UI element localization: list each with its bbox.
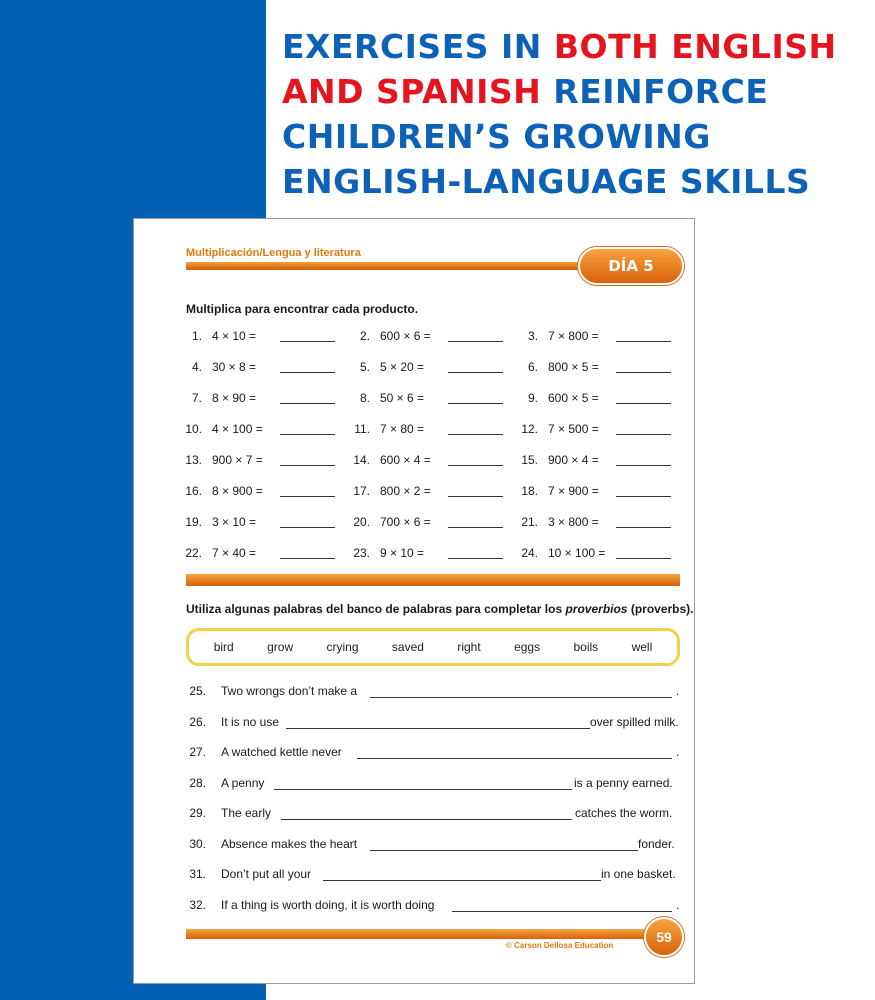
problem-number: 20.	[353, 515, 370, 529]
answer-blank[interactable]	[448, 372, 503, 373]
answer-blank[interactable]	[280, 465, 335, 466]
answer-blank[interactable]	[616, 465, 671, 466]
answer-blank[interactable]	[616, 558, 671, 559]
problem-number: 11.	[354, 422, 370, 436]
problem-expression: 900 × 4 =	[548, 453, 599, 467]
proverb-item	[186, 837, 680, 855]
math-problem	[164, 329, 324, 345]
problem-expression: 600 × 5 =	[548, 391, 599, 405]
math-problem	[332, 329, 492, 345]
problem-number: 10.	[185, 422, 202, 436]
math-problem	[500, 515, 660, 531]
proverb-number: 29.	[189, 806, 206, 820]
problem-expression: 8 × 900 =	[212, 484, 263, 498]
proverb-text-after: fonder.	[638, 836, 675, 851]
problem-expression: 7 × 800 =	[548, 329, 599, 343]
answer-blank[interactable]	[448, 527, 503, 528]
problem-expression: 700 × 6 =	[380, 515, 431, 529]
problem-number: 15.	[521, 453, 538, 467]
word-bank-word: well	[631, 640, 653, 654]
problem-expression: 3 × 800 =	[548, 515, 599, 529]
problem-expression: 4 × 100 =	[212, 422, 263, 436]
proverb-blank[interactable]	[286, 728, 590, 729]
problem-number: 17.	[353, 484, 370, 498]
answer-blank[interactable]	[616, 341, 671, 342]
math-problem	[500, 453, 660, 469]
headline-line-3: CHILDREN’S GROWING	[282, 117, 711, 156]
proverb-number: 31.	[189, 867, 206, 881]
proverb-text-after: over spilled milk.	[590, 714, 679, 729]
problem-number: 24.	[521, 546, 538, 560]
problem-expression: 30 × 8 =	[212, 360, 257, 374]
problem-expression: 600 × 4 =	[380, 453, 431, 467]
proverb-number: 30.	[189, 836, 206, 851]
math-problem	[332, 515, 492, 531]
proverb-blank[interactable]	[281, 819, 572, 820]
math-problem	[164, 484, 324, 500]
proverb-text-after: .	[676, 745, 680, 759]
headline-line-1-blue: EXERCISES IN	[282, 27, 554, 66]
word-bank-word: grow	[267, 640, 294, 654]
problem-expression: 4 × 10 =	[212, 329, 257, 343]
answer-blank[interactable]	[448, 465, 503, 466]
problem-number: 16.	[185, 484, 202, 498]
math-problem	[164, 546, 324, 562]
problem-number: 8.	[359, 391, 370, 405]
word-bank-word: crying	[326, 640, 359, 654]
day-badge: DÍA 5	[578, 247, 684, 285]
headline	[282, 24, 862, 204]
problem-number: 6.	[527, 360, 538, 374]
page-number: 59	[644, 917, 684, 957]
problem-expression: 50 × 6 =	[380, 391, 425, 405]
proverb-item	[186, 684, 680, 702]
answer-blank[interactable]	[616, 372, 671, 373]
proverb-blank[interactable]	[274, 789, 572, 790]
answer-blank[interactable]	[616, 527, 671, 528]
answer-blank[interactable]	[280, 403, 335, 404]
math-instructions: Multiplica para encontrar cada producto.	[186, 302, 419, 316]
problem-number: 13.	[185, 453, 202, 467]
math-problem	[500, 546, 660, 562]
word-bank	[186, 628, 680, 666]
proverb-blank[interactable]	[370, 697, 672, 698]
answer-blank[interactable]	[448, 341, 503, 342]
problem-number: 18.	[521, 484, 538, 498]
proverb-text-before: Two wrongs don’t make a	[221, 684, 358, 698]
proverb-number: 26.	[189, 714, 206, 729]
math-problem	[332, 360, 492, 376]
proverb-text-before: A penny	[221, 775, 265, 790]
proverb-text-before: A watched kettle never	[221, 745, 342, 759]
math-problem	[500, 484, 660, 500]
math-problem	[164, 515, 324, 531]
proverb-text-before: It is no use	[221, 714, 280, 729]
answer-blank[interactable]	[280, 372, 335, 373]
proverb-item	[186, 745, 680, 763]
problem-expression: 9 × 10 =	[380, 546, 425, 560]
proverb-item	[186, 898, 680, 916]
problem-number: 12.	[521, 422, 538, 436]
problem-number: 3.	[527, 329, 538, 343]
problem-expression: 7 × 900 =	[548, 484, 599, 498]
proverb-text-after: catches the worm.	[575, 806, 673, 820]
headline-line-4: ENGLISH-LANGUAGE SKILLS	[282, 162, 811, 201]
subject-label: Multiplicación/Lengua y literatura	[186, 247, 361, 259]
problem-number: 1.	[191, 329, 202, 343]
word-bank-word: eggs	[514, 640, 541, 654]
answer-blank[interactable]	[448, 403, 503, 404]
proverb-instructions-text: Utiliza algunas palabras del banco de palabras para completar los	[186, 602, 566, 616]
problem-number: 2.	[359, 329, 370, 343]
problem-expression: 800 × 5 =	[548, 360, 599, 374]
proverb-text-after: .	[676, 684, 680, 698]
proverb-text-after: .	[676, 897, 680, 912]
problem-number: 21.	[521, 515, 538, 529]
proverb-number: 28.	[189, 775, 206, 790]
problem-number: 23.	[353, 546, 370, 560]
section-divider	[186, 574, 680, 586]
proverb-number: 27.	[189, 745, 206, 759]
problem-expression: 5 × 20 =	[380, 360, 425, 374]
copyright: © Carson Dellosa Education	[506, 941, 614, 950]
problem-number: 7.	[191, 391, 202, 405]
math-problem	[500, 360, 660, 376]
math-problem	[332, 546, 492, 562]
problem-number: 4.	[191, 360, 202, 374]
answer-blank[interactable]	[616, 434, 671, 435]
math-problem	[332, 422, 492, 438]
proverb-blank[interactable]	[370, 850, 638, 851]
headline-line-1	[282, 24, 862, 69]
math-problem	[332, 453, 492, 469]
subject-bar	[186, 262, 586, 270]
proverb-number: 25.	[189, 684, 206, 698]
proverb-item	[186, 867, 680, 885]
problem-expression: 10 × 100 =	[548, 546, 606, 560]
word-bank-word: right	[457, 640, 481, 654]
proverb-item	[186, 806, 680, 824]
word-bank-word: bird	[213, 640, 234, 654]
problem-number: 5.	[359, 360, 370, 374]
problem-expression: 8 × 90 =	[212, 391, 257, 405]
math-problem	[332, 391, 492, 407]
proverb-instructions-emphasis: proverbios	[565, 602, 628, 616]
answer-blank[interactable]	[448, 558, 503, 559]
bottom-bar	[186, 929, 666, 939]
answer-blank[interactable]	[280, 558, 335, 559]
problem-expression: 800 × 2 =	[380, 484, 431, 498]
proverb-blank[interactable]	[323, 880, 601, 881]
problem-expression: 7 × 500 =	[548, 422, 599, 436]
answer-blank[interactable]	[448, 496, 503, 497]
problem-number: 22.	[185, 546, 202, 560]
proverb-text-after: in one basket.	[601, 867, 676, 881]
problem-expression: 3 × 10 =	[212, 515, 257, 529]
proverb-text-before: Don’t put all your	[221, 867, 312, 881]
math-problem	[500, 422, 660, 438]
answer-blank[interactable]	[280, 341, 335, 342]
math-problem	[164, 360, 324, 376]
proverb-item	[186, 776, 680, 794]
problem-number: 9.	[527, 391, 538, 405]
proverb-blank[interactable]	[452, 911, 672, 912]
math-problem	[164, 453, 324, 469]
answer-blank[interactable]	[616, 403, 671, 404]
answer-blank[interactable]	[280, 434, 335, 435]
answer-blank[interactable]	[448, 434, 503, 435]
problem-number: 14.	[353, 453, 370, 467]
problem-expression: 600 × 6 =	[380, 329, 431, 343]
proverb-text-before: Absence makes the heart	[221, 836, 358, 851]
problem-expression: 900 × 7 =	[212, 453, 263, 467]
proverb-instructions-suffix: (proverbs).	[627, 602, 694, 616]
answer-blank[interactable]	[280, 496, 335, 497]
answer-blank[interactable]	[616, 496, 671, 497]
proverb-text-after: is a penny earned.	[574, 775, 673, 790]
headline-line-2-blue: REINFORCE	[541, 72, 769, 111]
math-problem	[500, 329, 660, 345]
math-problem	[332, 484, 492, 500]
proverb-blank[interactable]	[357, 758, 672, 759]
proverb-instructions	[186, 602, 694, 616]
problem-expression: 7 × 80 =	[380, 422, 425, 436]
headline-line-2	[282, 69, 862, 114]
headline-line-2-red: AND SPANISH	[282, 72, 542, 111]
headline-line-1-red: BOTH ENGLISH	[553, 27, 837, 66]
proverb-text-before: If a thing is worth doing, it is worth doing	[221, 897, 435, 912]
math-problem	[164, 391, 324, 407]
math-problem	[164, 422, 324, 438]
problem-expression: 7 × 40 =	[212, 546, 257, 560]
proverb-item	[186, 715, 680, 733]
worksheet-page	[133, 218, 695, 984]
word-bank-word: boils	[573, 640, 599, 654]
problem-number: 19.	[185, 515, 202, 529]
proverb-number: 32.	[189, 897, 206, 912]
math-problem	[500, 391, 660, 407]
word-bank-word: saved	[391, 640, 424, 654]
proverb-text-before: The early	[221, 806, 272, 820]
answer-blank[interactable]	[280, 527, 335, 528]
